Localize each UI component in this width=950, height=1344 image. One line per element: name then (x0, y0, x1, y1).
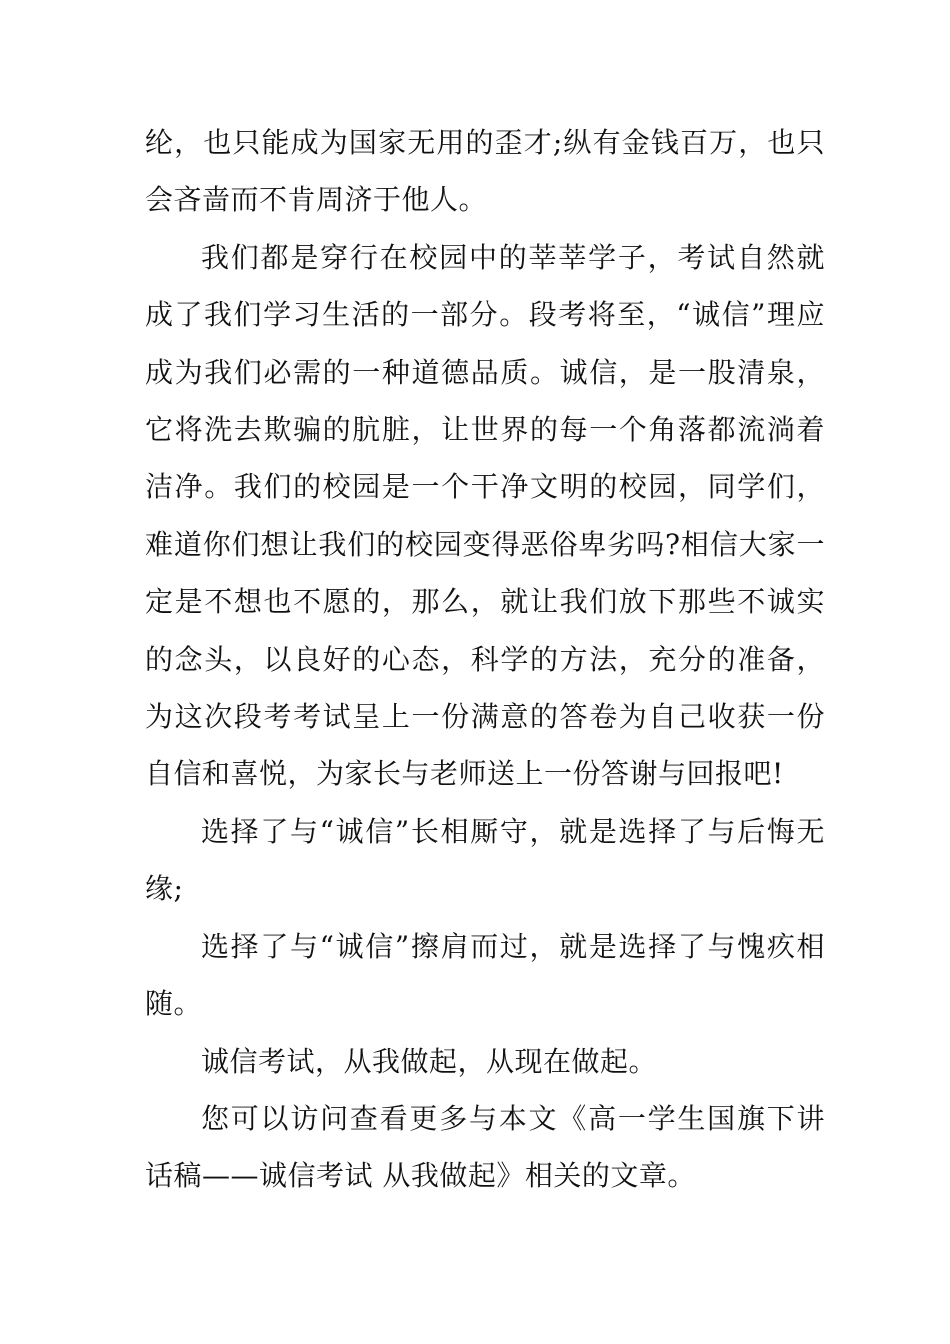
document-body (145, 114, 825, 1205)
paragraph-choose-integrity: 选择了与“诚信”长相厮守，就是选择了与后悔无缘; (145, 814, 825, 906)
paragraph-choose-regret: 选择了与“诚信”擦肩而过，就是选择了与愧疚相随。 (145, 929, 825, 1021)
paragraph-exam-integrity: 我们都是穿行在校园中的莘莘学子，考试自然就成了我们学习生活的一部分。段考将至，“诚信”理应成为我们必需的一种道德品质。诚信，是一股清泉，它将洗去欺骗的肮脏，让世界的每一个角落都流淌着洁净。我们的校园是一个干净文明的校园，同学们，难道你们想让我们的校园变得恶俗卑劣吗?相信大家一定是不想也不愿的，那么，就让我们放下那些不诚实的念头，以良好的心态，科学的方法，充分的准备，为这次段考考试呈上一份满意的答卷为自己收获一份自信和喜悦，为家长与老师送上一份答谢与回报吧! (145, 240, 825, 791)
paragraph-related-articles: 您可以访问查看更多与本文《高一学生国旗下讲话稿——诚信考试 从我做起》相关的文章。 (145, 1101, 825, 1193)
paragraph-continuation: 纶，也只能成为国家无用的歪才;纵有金钱百万，也只会吝啬而不肯周济于他人。 (145, 126, 825, 217)
paragraph-slogan: 诚信考试，从我做起，从现在做起。 (201, 1044, 658, 1078)
